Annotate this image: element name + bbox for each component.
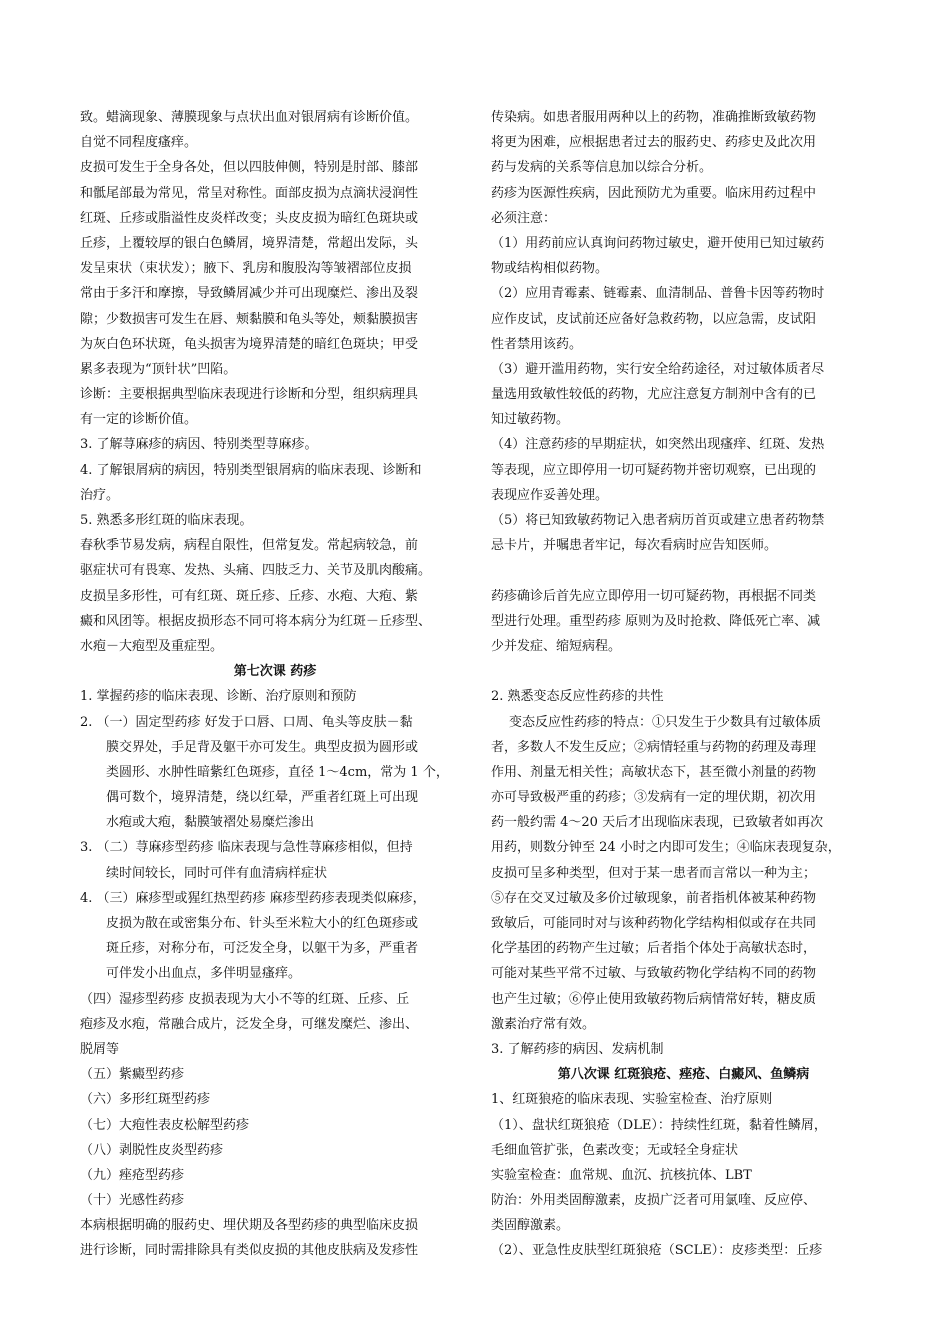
- right-text-line: 知过敏药物。: [491, 412, 570, 428]
- left-text-line: 丘疹，上覆较厚的银白色鳞屑，境界清楚，常超出发际，头: [80, 235, 419, 251]
- right-text-line: 少并发症、缩短病程。: [491, 638, 622, 654]
- right-text-line: 等表现，应立即停用一切可疑药物并密切观察，已出现的: [491, 462, 817, 478]
- right-text-line: 激素治疗常有效。: [491, 1016, 596, 1032]
- left-text-line: 皮损呈多形性，可有红斑、斑丘疹、丘疹、水疱、大疱、紫: [80, 588, 419, 604]
- right-text-line: 用药，则数分钟至 24 小时之内即可发生；④临床表现复杂，: [491, 840, 841, 856]
- right-text-line: 将更为困难，应根据患者过去的服药史、药疹史及此次用: [491, 135, 817, 151]
- right-text-line: 也产生过敏；⑥停止使用致敏药物后病情常好转，糖皮质: [491, 991, 817, 1007]
- left-text-line: 3. （二）荨麻疹型药疹 临床表现与急性荨麻疹相似，但持: [80, 840, 413, 856]
- left-text-line: （七）大疱性表皮松解型药疹: [80, 1117, 250, 1133]
- left-text-line: 皮损可发生于全身各处，但以四肢伸侧，特别是肘部、膝部: [80, 160, 419, 176]
- right-text-line: 2. 熟悉变态反应性药疹的共性: [491, 689, 664, 705]
- right-text-line: （3）避开滥用药物，实行安全给药途径，对过敏体质者尽: [491, 361, 825, 377]
- lesson-heading: 第七次课 药疹: [233, 664, 317, 680]
- left-text-line: 可伴发小出血点，多伴明显瘙痒。: [106, 966, 302, 982]
- left-text-line: 续时间较长，同时可伴有血清病样症状: [106, 865, 328, 881]
- left-text-line: 为灰白色环状斑，龟头损害为境界清楚的暗红色斑块；甲受: [80, 336, 419, 352]
- left-text-line: 疱疹及水疱，常融合成片，泛发全身，可继发糜烂、渗出、: [80, 1016, 419, 1032]
- right-text-line: 药疹为医源性疾病，因此预防尤为重要。临床用药过程中: [491, 185, 817, 201]
- left-text-line: （十）光感性药疹: [80, 1193, 185, 1209]
- left-text-line: （八）剥脱性皮炎型药疹: [80, 1142, 224, 1158]
- left-text-line: 致。蜡滴现象、薄膜现象与点状出血对银屑病有诊断价值。: [80, 110, 419, 125]
- right-text-line: 物或结构相似药物。: [491, 261, 609, 277]
- left-text-line: 1. 掌握药疹的临床表现、诊断、治疗原则和预防: [80, 689, 357, 705]
- right-text-line: 1、红斑狼疮的临床表现、实验室检查、治疗原则: [491, 1092, 773, 1108]
- left-text-line: 治疗。: [80, 487, 120, 503]
- left-text-line: 脱屑等: [80, 1041, 120, 1057]
- left-text-line: 本病根据明确的服药史、埋伏期及各型药疹的典型临床皮损: [80, 1218, 419, 1234]
- right-text-line: 变态反应性药疹的特点：①只发生于少数具有过敏体质: [509, 714, 822, 730]
- right-text-line: 3. 了解药疹的病因、发病机制: [491, 1041, 664, 1057]
- left-text-line: 斑丘疹，对称分布，可泛发全身，以躯干为多，严重者: [106, 941, 419, 957]
- left-text-line: 发呈束状（束状发）；腋下、乳房和腹股沟等皱褶部位皮损: [80, 261, 412, 277]
- left-text-line: 驱症状可有畏寒、发热、头痛、四肢乏力、关节及肌肉酸痛。: [80, 563, 432, 579]
- right-text-line: 传染病。如患者服用两种以上的药物，准确推断致敏药物: [491, 110, 817, 125]
- right-text-line: 可能对某些平常不过敏、与致敏药物化学结构不同的药物: [491, 966, 817, 982]
- right-text-line: 皮损可呈多种类型，但对于某一患者而言常以一种为主；: [491, 865, 817, 881]
- right-text-line: 致敏后，可能同时对与该种药物化学结构相似或存在共同: [491, 916, 817, 931]
- right-text-line: 毛细血管扩张，色素改变；无或轻全身症状: [491, 1142, 739, 1158]
- left-text-line: 4. （三）麻疹型或猩红热型药疹 麻疹型药疹表现类似麻疹，: [80, 890, 426, 906]
- right-text-line: （5）将已知致敏药物记入患者病历首页或建立患者药物禁: [491, 513, 825, 528]
- right-text-line: （4）注意药疹的早期症状，如突然出现瘙痒、红斑、发热: [491, 437, 825, 453]
- left-text-line: 和骶尾部最为常见，常呈对称性。面部皮损为点滴状浸润性: [80, 185, 419, 201]
- right-text-line: 实验室检查：血常规、血沉、抗核抗体、LBT: [491, 1167, 752, 1183]
- left-text-line: 有一定的诊断价值。: [80, 412, 198, 428]
- lesson-heading: 第八次课 红斑狼疮、痤疮、白癜风、鱼鳞病: [557, 1067, 810, 1083]
- left-text-line: 癜和风团等。根据皮损形态不同可将本病分为红斑－丘疹型、: [80, 613, 432, 629]
- right-text-line: 化学基团的药物产生过敏；后者指个体处于高敏状态时，: [491, 941, 817, 957]
- left-text-line: 红斑、丘疹或脂溢性皮炎样改变；头皮皮损为暗红色斑块或: [80, 210, 419, 226]
- left-text-line: 3. 了解荨麻疹的病因、特别类型荨麻疹。: [80, 437, 318, 453]
- right-text-line: （2）、亚急性皮肤型红斑狼疮（SCLE）：皮疹类型：丘疹: [491, 1243, 823, 1259]
- right-text-line: 型进行处理。重型药疹 原则为及时抢救、降低死亡率、减: [491, 613, 821, 629]
- left-text-line: 累多表现为“顶针状”凹陷。: [80, 361, 237, 377]
- left-text-line: 诊断：主要根据典型临床表现进行诊断和分型，组织病理具: [80, 387, 419, 403]
- left-text-line: 2. （一）固定型药疹 好发于口唇、口周、龟头等皮肤－黏: [80, 714, 413, 730]
- right-text-line: 应作皮试，皮试前还应备好急救药物，以应急需，皮试阳: [491, 311, 817, 327]
- left-text-line: 偶可数个，境界清楚，绕以红晕，严重者红斑上可出现: [106, 790, 419, 806]
- right-text-line: 必须注意：: [491, 210, 557, 226]
- right-text-line: 表现应作妥善处理。: [491, 487, 609, 503]
- right-text-line: 者，多数人不发生反应；②病情轻重与药物的药理及毒理: [491, 739, 817, 755]
- right-text-line: （1）、盘状红斑狼疮（DLE）：持续性红斑，黏着性鳞屑，: [491, 1117, 827, 1133]
- right-text-line: 性者禁用该药。: [491, 336, 583, 352]
- left-text-line: （九）痤疮型药疹: [80, 1167, 185, 1183]
- left-text-line: 皮损为散在或密集分布、针头至米粒大小的红色斑疹或: [106, 916, 419, 931]
- right-text-line: 量选用致敏性较低的药物，尤应注意复方制剂中含有的已: [491, 387, 817, 403]
- right-text-line: 类固醇激素。: [491, 1218, 570, 1234]
- left-text-line: 类圆形、水肿性暗紫红色斑疹，直径 1～4cm，常为 1 个，: [106, 764, 449, 780]
- left-text-column: [80, 105, 470, 1264]
- right-text-line: （2）应用青霉素、链霉素、血清制品、普鲁卡因等药物时: [491, 286, 825, 302]
- left-text-line: （六）多形红斑型药疹: [80, 1092, 211, 1108]
- right-text-line: 作用、剂量无相关性；高敏状态下，甚至微小剂量的药物: [491, 764, 817, 780]
- left-text-line: 春秋季节易发病，病程自限性，但常复发。常起病较急，前: [80, 538, 419, 554]
- left-text-line: 膜交界处，手足背及躯干亦可发生。典型皮损为圆形或: [106, 739, 419, 755]
- left-text-line: 自觉不同程度瘙痒。: [80, 135, 198, 151]
- left-text-line: 4. 了解银屑病的病因，特别类型银屑病的临床表现、诊断和: [80, 462, 422, 478]
- right-text-line: 防治：外用类固醇激素，皮损广泛者可用氯喹、反应停、: [491, 1193, 817, 1209]
- left-text-line: （五）紫癜型药疹: [80, 1067, 185, 1083]
- blank-line: [491, 659, 876, 684]
- right-text-line: 忌卡片，并嘱患者牢记，每次看病时应告知医师。: [491, 538, 778, 554]
- left-text-line: 水疱或大疱，黏膜皱褶处易糜烂渗出: [106, 815, 315, 831]
- right-text-line: 药一般约需 4～20 天后才出现临床表现，已致敏者如再次: [491, 815, 824, 831]
- left-text-line: 常由于多汗和摩擦，导致鳞屑减少并可出现糜烂、渗出及裂: [80, 286, 419, 302]
- right-text-line: （1）用药前应认真询问药物过敏史，避开使用已知过敏药: [491, 235, 825, 251]
- left-text-line: 水疱－大疱型及重症型。: [80, 638, 224, 654]
- left-text-line: （四）湿疹型药疹 皮损表现为大小不等的红斑、丘疹、丘: [80, 991, 410, 1007]
- left-text-line: 5. 熟悉多形红斑的临床表现。: [80, 513, 253, 528]
- left-text-line: 隙；少数损害可发生在唇、颊黏膜和龟头等处，颊黏膜损害: [80, 311, 419, 327]
- blank-line: [491, 558, 876, 583]
- right-text-line: ⑤存在交叉过敏及多价过敏现象，前者指机体被某种药物: [491, 890, 817, 906]
- right-text-line: 药疹确诊后首先应立即停用一切可疑药物，再根据不同类: [491, 588, 817, 604]
- right-text-line: 药与发病的关系等信息加以综合分析。: [491, 160, 713, 176]
- right-text-line: 亦可导致极严重的药疹；③发病有一定的埋伏期，初次用: [491, 790, 817, 806]
- right-text-column: [491, 105, 876, 1264]
- left-text-line: 进行诊断，同时需排除具有类似皮损的其他皮肤病及发疹性: [80, 1243, 419, 1259]
